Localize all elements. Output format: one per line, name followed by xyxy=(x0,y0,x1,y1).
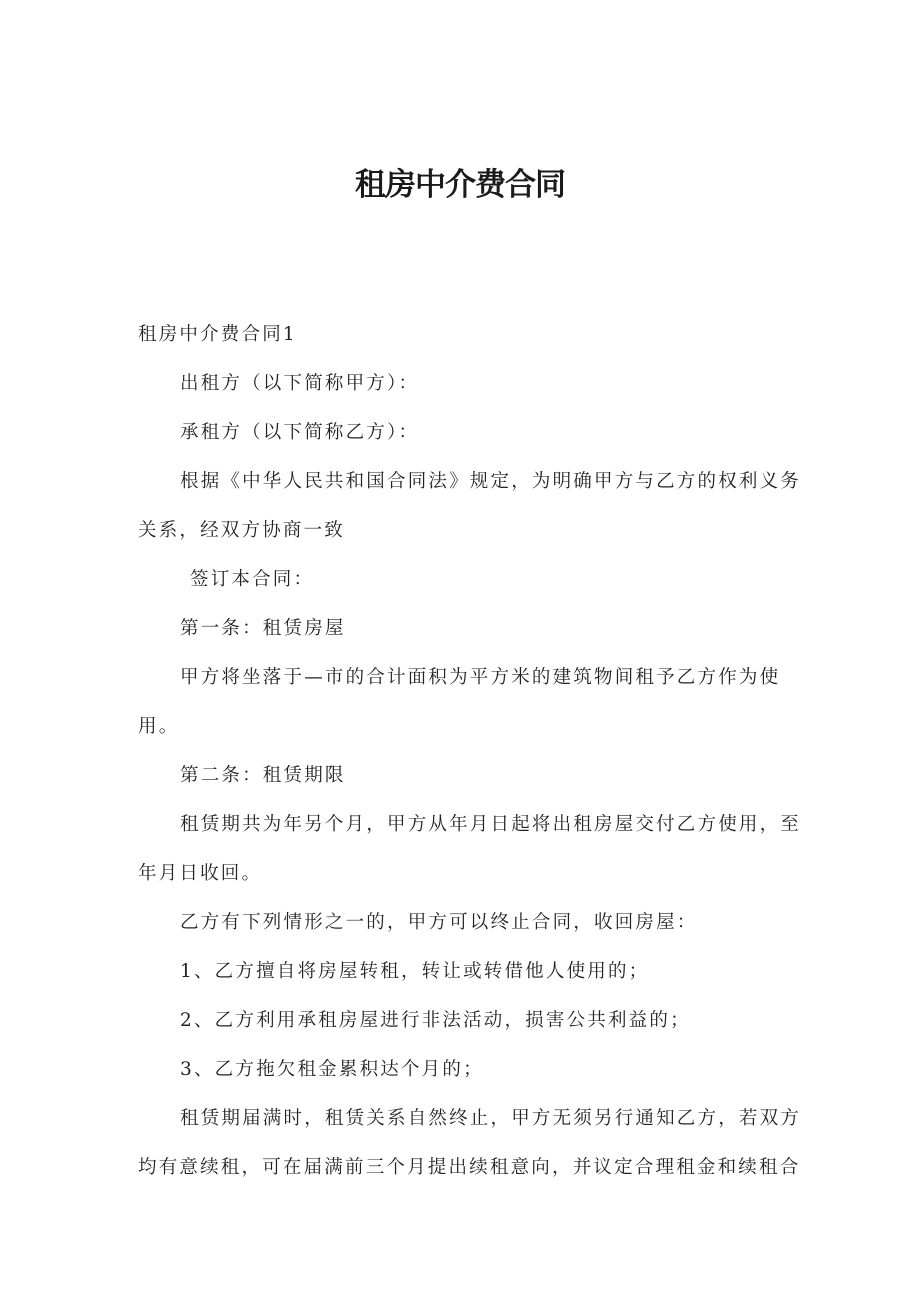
document-title: 租房中介费合同 xyxy=(355,167,565,203)
termination-intro: 乙方有下列情形之一的，甲方可以终止合同，收回房屋： xyxy=(180,912,698,933)
lessor-line: 出租方（以下简称甲方）： xyxy=(180,373,420,394)
termination-item-1: 1、乙方擅自将房屋转租，转让或转借他人使用的； xyxy=(180,961,650,982)
expiry-text-line-2: 均有意续租，可在届满前三个月提出续租意向，并议定合理租金和续租合 xyxy=(138,1157,801,1178)
article-1-text-line-1: 甲方将坐落于—市的合计面积为平方米的建筑物间租予乙方作为使 xyxy=(180,667,781,688)
preamble-line-3: 签订本合同： xyxy=(190,569,315,590)
expiry-text-line-1: 租赁期届满时，租赁关系自然终止，甲方无须另行通知乙方，若双方 xyxy=(180,1108,802,1129)
article-2-text-line-1: 租赁期共为年另个月，甲方从年月日起将出租房屋交付乙方使用，至 xyxy=(180,814,802,835)
lessee-line: 承租方（以下简称乙方）： xyxy=(180,422,420,443)
article-1-text-line-2: 用。 xyxy=(138,716,180,737)
contract-heading: 租房中介费合同1 xyxy=(138,324,297,345)
preamble-line-1: 根据《中华人民共和国合同法》规定，为明确甲方与乙方的权利义务 xyxy=(180,471,802,492)
article-2-text-line-2: 年月日收回。 xyxy=(138,863,263,884)
termination-item-3: 3、乙方拖欠租金累积达个月的； xyxy=(180,1059,484,1080)
article-1-heading: 第一条：租赁房屋 xyxy=(180,618,346,639)
article-2-heading: 第二条：租赁期限 xyxy=(180,765,346,786)
preamble-line-2: 关系，经双方协商一致 xyxy=(138,520,346,541)
termination-item-2: 2、乙方利用承租房屋进行非法活动，损害公共利益的； xyxy=(180,1010,691,1031)
document-body xyxy=(138,310,802,1192)
